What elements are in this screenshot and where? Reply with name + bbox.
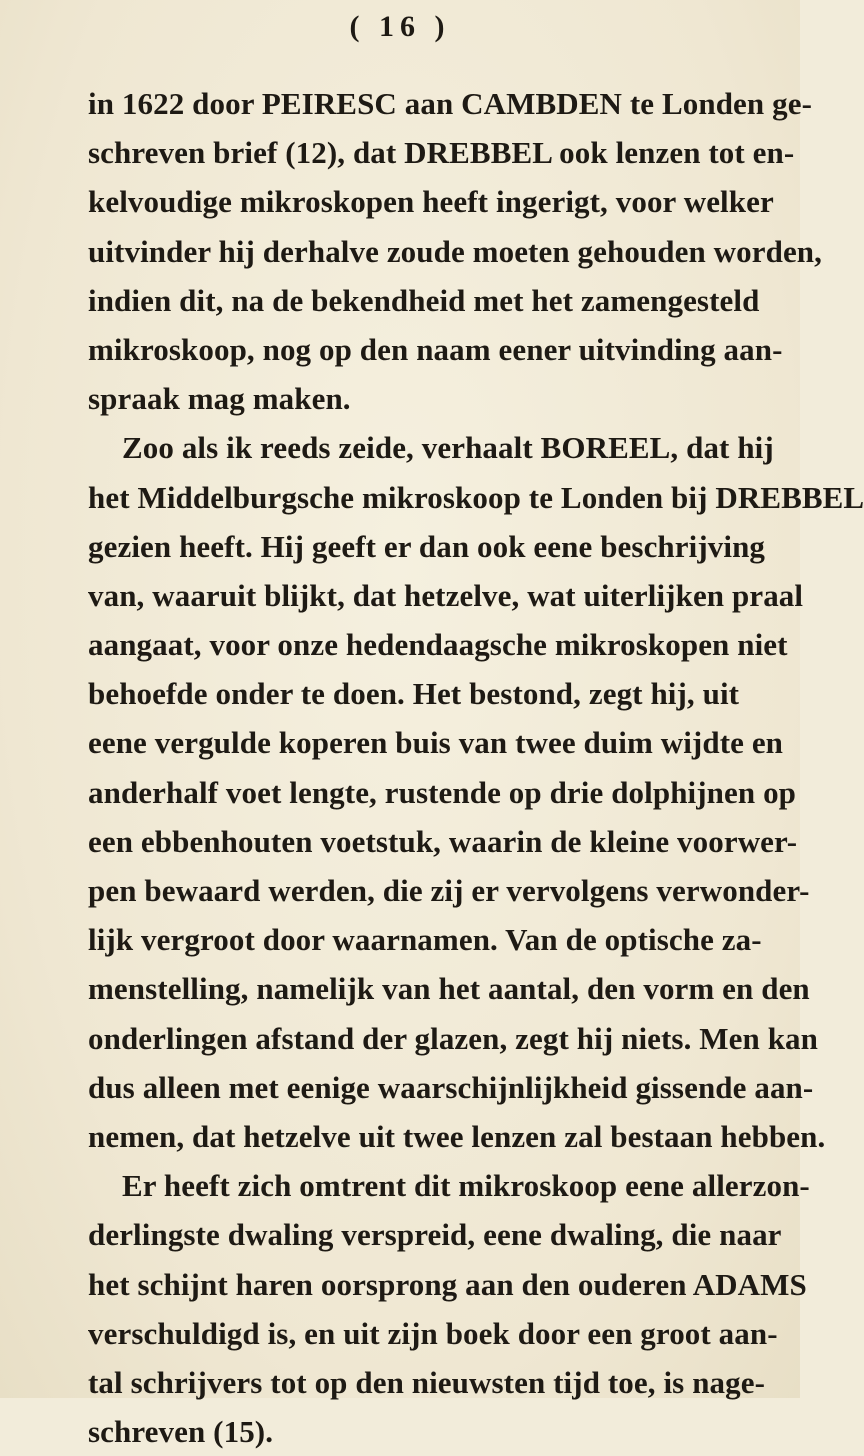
text-line: dus alleen met eenige waarschijnlijkheid gissende aan- xyxy=(88,1069,814,1105)
text-line: tal schrijvers tot op den nieuwsten tijd toe, is nage- xyxy=(88,1364,766,1400)
text-line: een ebbenhouten voetstuk, waarin de kleine voorwer- xyxy=(88,823,798,859)
text-line: lijk vergroot door waarnamen. Van de optische za- xyxy=(88,922,762,958)
text-line: pen bewaard werden, die zij er vervolgens verwonder- xyxy=(88,873,810,908)
text-line: anderhalf voet lengte, rustende op drie dolphijnen op xyxy=(88,774,797,810)
text-line: gezien heeft. Hij geeft er dan ook eene beschrijving xyxy=(88,528,766,564)
page-number: ( 16 ) xyxy=(349,10,451,43)
text-line: schreven (15). xyxy=(88,1414,274,1450)
text-line: behoefde onder te doen. Het bestond, zegt hij, uit xyxy=(88,676,740,712)
text-line: onderlingen afstand der glazen, zegt hij niets. Men kan xyxy=(88,1020,818,1056)
text-line: kelvoudige mikroskopen heeft ingerigt, voor welker xyxy=(88,184,774,220)
text-line: Zoo als ik reeds zeide, verhaalt BOREEL, dat hij xyxy=(122,430,774,466)
text-line: verschuldigd is, en uit zijn boek door een groot aan- xyxy=(88,1315,778,1351)
text-line: eene vergulde koperen buis van twee duim wijdte en xyxy=(88,725,784,761)
text-line: uitvinder hij derhalve zoude moeten gehouden worden, xyxy=(88,233,823,269)
text-line: Er heeft zich omtrent dit mikroskoop eene allerzon- xyxy=(122,1168,810,1204)
text-line: menstelling, namelijk van het aantal, den vorm en den xyxy=(88,971,810,1007)
text-line: aangaat, voor onze hedendaagsche mikroskopen niet xyxy=(88,627,788,663)
text-line: in 1622 door PEIRESC aan CAMBDEN te Londen ge- xyxy=(88,86,812,121)
text-line: indien dit, na de bekendheid met het zamengesteld xyxy=(88,282,760,318)
text-line: mikroskoop, nog op den naam eener uitvinding aan- xyxy=(88,331,783,367)
text-line: het Middelburgsche mikroskoop te Londen bij DREBBEL xyxy=(88,479,864,515)
text-line: het schijnt haren oorsprong aan den ouderen ADAMS xyxy=(88,1266,807,1302)
text-line: derlingste dwaling verspreid, eene dwaling, die naar xyxy=(88,1217,782,1253)
text-line: spraak mag maken. xyxy=(88,381,351,417)
body-text xyxy=(88,79,864,1456)
text-line: van, waaruit blijkt, dat hetzelve, wat uiterlijken praal xyxy=(88,577,804,613)
text-line: schreven brief (12), dat DREBBEL ook lenzen tot en- xyxy=(88,135,795,171)
text-line: nemen, dat hetzelve uit twee lenzen zal bestaan hebben. xyxy=(88,1118,826,1154)
